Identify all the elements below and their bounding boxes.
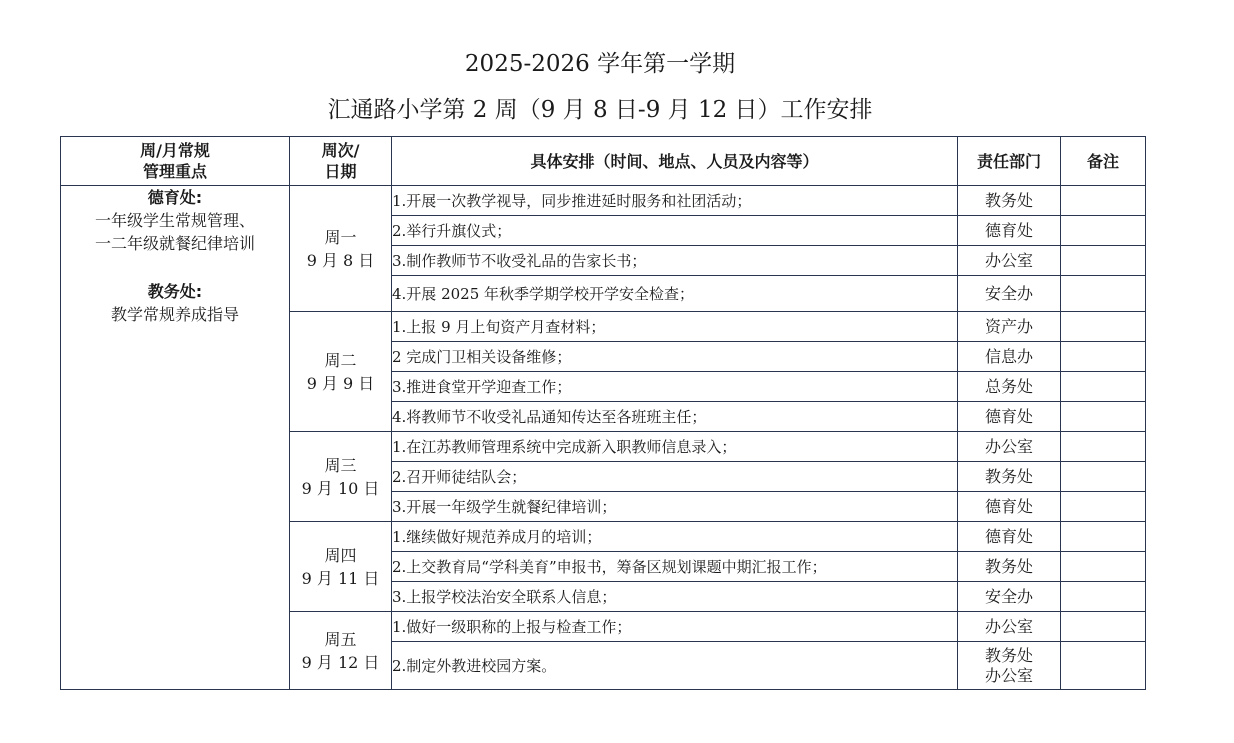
weekday-label: 周一 <box>324 227 357 247</box>
weekday-label: 周二 <box>324 350 357 370</box>
date-label: 9 月 12 日 <box>301 652 380 672</box>
task-text: 1.上报 9 月上旬资产月查材料； <box>392 312 958 342</box>
note-cell <box>1061 432 1146 462</box>
responsible-dept: 资产办 <box>958 312 1061 342</box>
note-cell <box>1061 276 1146 312</box>
note-cell <box>1061 402 1146 432</box>
note-cell <box>1061 342 1146 372</box>
task-text: 1.开展一次教学视导，同步推进延时服务和社团活动； <box>392 186 958 216</box>
note-cell <box>1061 522 1146 552</box>
responsible-dept: 德育处 <box>958 522 1061 552</box>
header-focus <box>61 137 290 186</box>
header-focus-line1: 周/月常规 <box>140 141 210 160</box>
day-cell-tue <box>290 312 392 432</box>
task-text: 2.举行升旗仪式； <box>392 216 958 246</box>
note-cell <box>1061 462 1146 492</box>
focus-dept-teaching: 教务处: <box>147 282 203 301</box>
responsible-dept <box>958 642 1061 690</box>
day-cell-fri <box>290 612 392 690</box>
responsible-dept: 办公室 <box>958 246 1061 276</box>
responsible-dept: 安全办 <box>958 582 1061 612</box>
day-cell-wed <box>290 432 392 522</box>
note-cell <box>1061 246 1146 276</box>
task-text: 2.制定外教进校园方案。 <box>392 642 958 690</box>
note-cell <box>1061 582 1146 612</box>
task-text: 3.制作教师节不收受礼品的告家长书； <box>392 246 958 276</box>
table-row <box>61 186 1146 216</box>
note-cell <box>1061 552 1146 582</box>
responsible-dept: 安全办 <box>958 276 1061 312</box>
responsible-dept: 总务处 <box>958 372 1061 402</box>
task-text: 3.上报学校法治安全联系人信息； <box>392 582 958 612</box>
focus-dept-moral: 德育处: <box>147 188 203 207</box>
weekday-label: 周四 <box>324 545 357 565</box>
responsible-dept-line2: 办公室 <box>984 665 1033 685</box>
task-text: 2.召开师徒结队会； <box>392 462 958 492</box>
header-detail: 具体安排（时间、地点、人员及内容等） <box>392 137 958 186</box>
task-text: 4.开展 2025 年秋季学期学校开学安全检查； <box>392 276 958 312</box>
note-cell <box>1061 312 1146 342</box>
task-text: 3.开展一年级学生就餐纪律培训； <box>392 492 958 522</box>
responsible-dept: 教务处 <box>958 186 1061 216</box>
focus-item: 教学常规养成指导 <box>110 305 239 324</box>
header-week-line2: 日期 <box>324 162 357 181</box>
task-text: 2.上交教育局“学科美育”申报书，筹备区规划课题中期汇报工作； <box>392 552 958 582</box>
date-label: 9 月 11 日 <box>301 568 380 588</box>
responsible-dept: 德育处 <box>958 216 1061 246</box>
date-label: 9 月 10 日 <box>301 478 380 498</box>
header-dept: 责任部门 <box>958 137 1061 186</box>
date-label: 9 月 9 日 <box>306 373 375 393</box>
responsible-dept: 办公室 <box>958 432 1061 462</box>
task-text: 1.继续做好规范养成月的培训； <box>392 522 958 552</box>
responsible-dept: 教务处 <box>958 552 1061 582</box>
weekday-label: 周三 <box>324 455 357 475</box>
focus-item: 一年级学生常规管理、 <box>94 211 255 230</box>
date-label: 9 月 8 日 <box>306 250 375 270</box>
note-cell <box>1061 372 1146 402</box>
header-week-line1: 周次/ <box>321 141 360 160</box>
title-term: 2025-2026 学年第一学期 <box>464 51 736 77</box>
responsible-dept: 教务处 <box>958 462 1061 492</box>
header-week <box>290 137 392 186</box>
task-text: 4.将教师节不收受礼品通知传达至各班班主任； <box>392 402 958 432</box>
weekday-label: 周五 <box>324 629 357 649</box>
header-row <box>61 137 1146 186</box>
responsible-dept: 信息办 <box>958 342 1061 372</box>
management-focus-cell <box>61 186 290 690</box>
note-cell <box>1061 186 1146 216</box>
title-schedule: 汇通路小学第 2 周（9 月 8 日-9 月 12 日）工作安排 <box>327 97 873 123</box>
task-text: 1.做好一级职称的上报与检查工作； <box>392 612 958 642</box>
responsible-dept-line1: 教务处 <box>984 645 1033 665</box>
note-cell <box>1061 216 1146 246</box>
day-cell-thu <box>290 522 392 612</box>
day-cell-mon <box>290 186 392 312</box>
task-text: 1.在江苏教师管理系统中完成新入职教师信息录入； <box>392 432 958 462</box>
task-text: 3.推进食堂开学迎查工作； <box>392 372 958 402</box>
responsible-dept: 德育处 <box>958 402 1061 432</box>
task-text: 2 完成门卫相关设备维修； <box>392 342 958 372</box>
header-note: 备注 <box>1061 137 1146 186</box>
note-cell <box>1061 492 1146 522</box>
focus-item: 一二年级就餐纪律培训 <box>94 234 255 253</box>
responsible-dept: 德育处 <box>958 492 1061 522</box>
responsible-dept: 办公室 <box>958 612 1061 642</box>
schedule-table <box>60 136 1146 690</box>
note-cell <box>1061 612 1146 642</box>
note-cell <box>1061 642 1146 690</box>
header-focus-line2: 管理重点 <box>142 162 207 181</box>
